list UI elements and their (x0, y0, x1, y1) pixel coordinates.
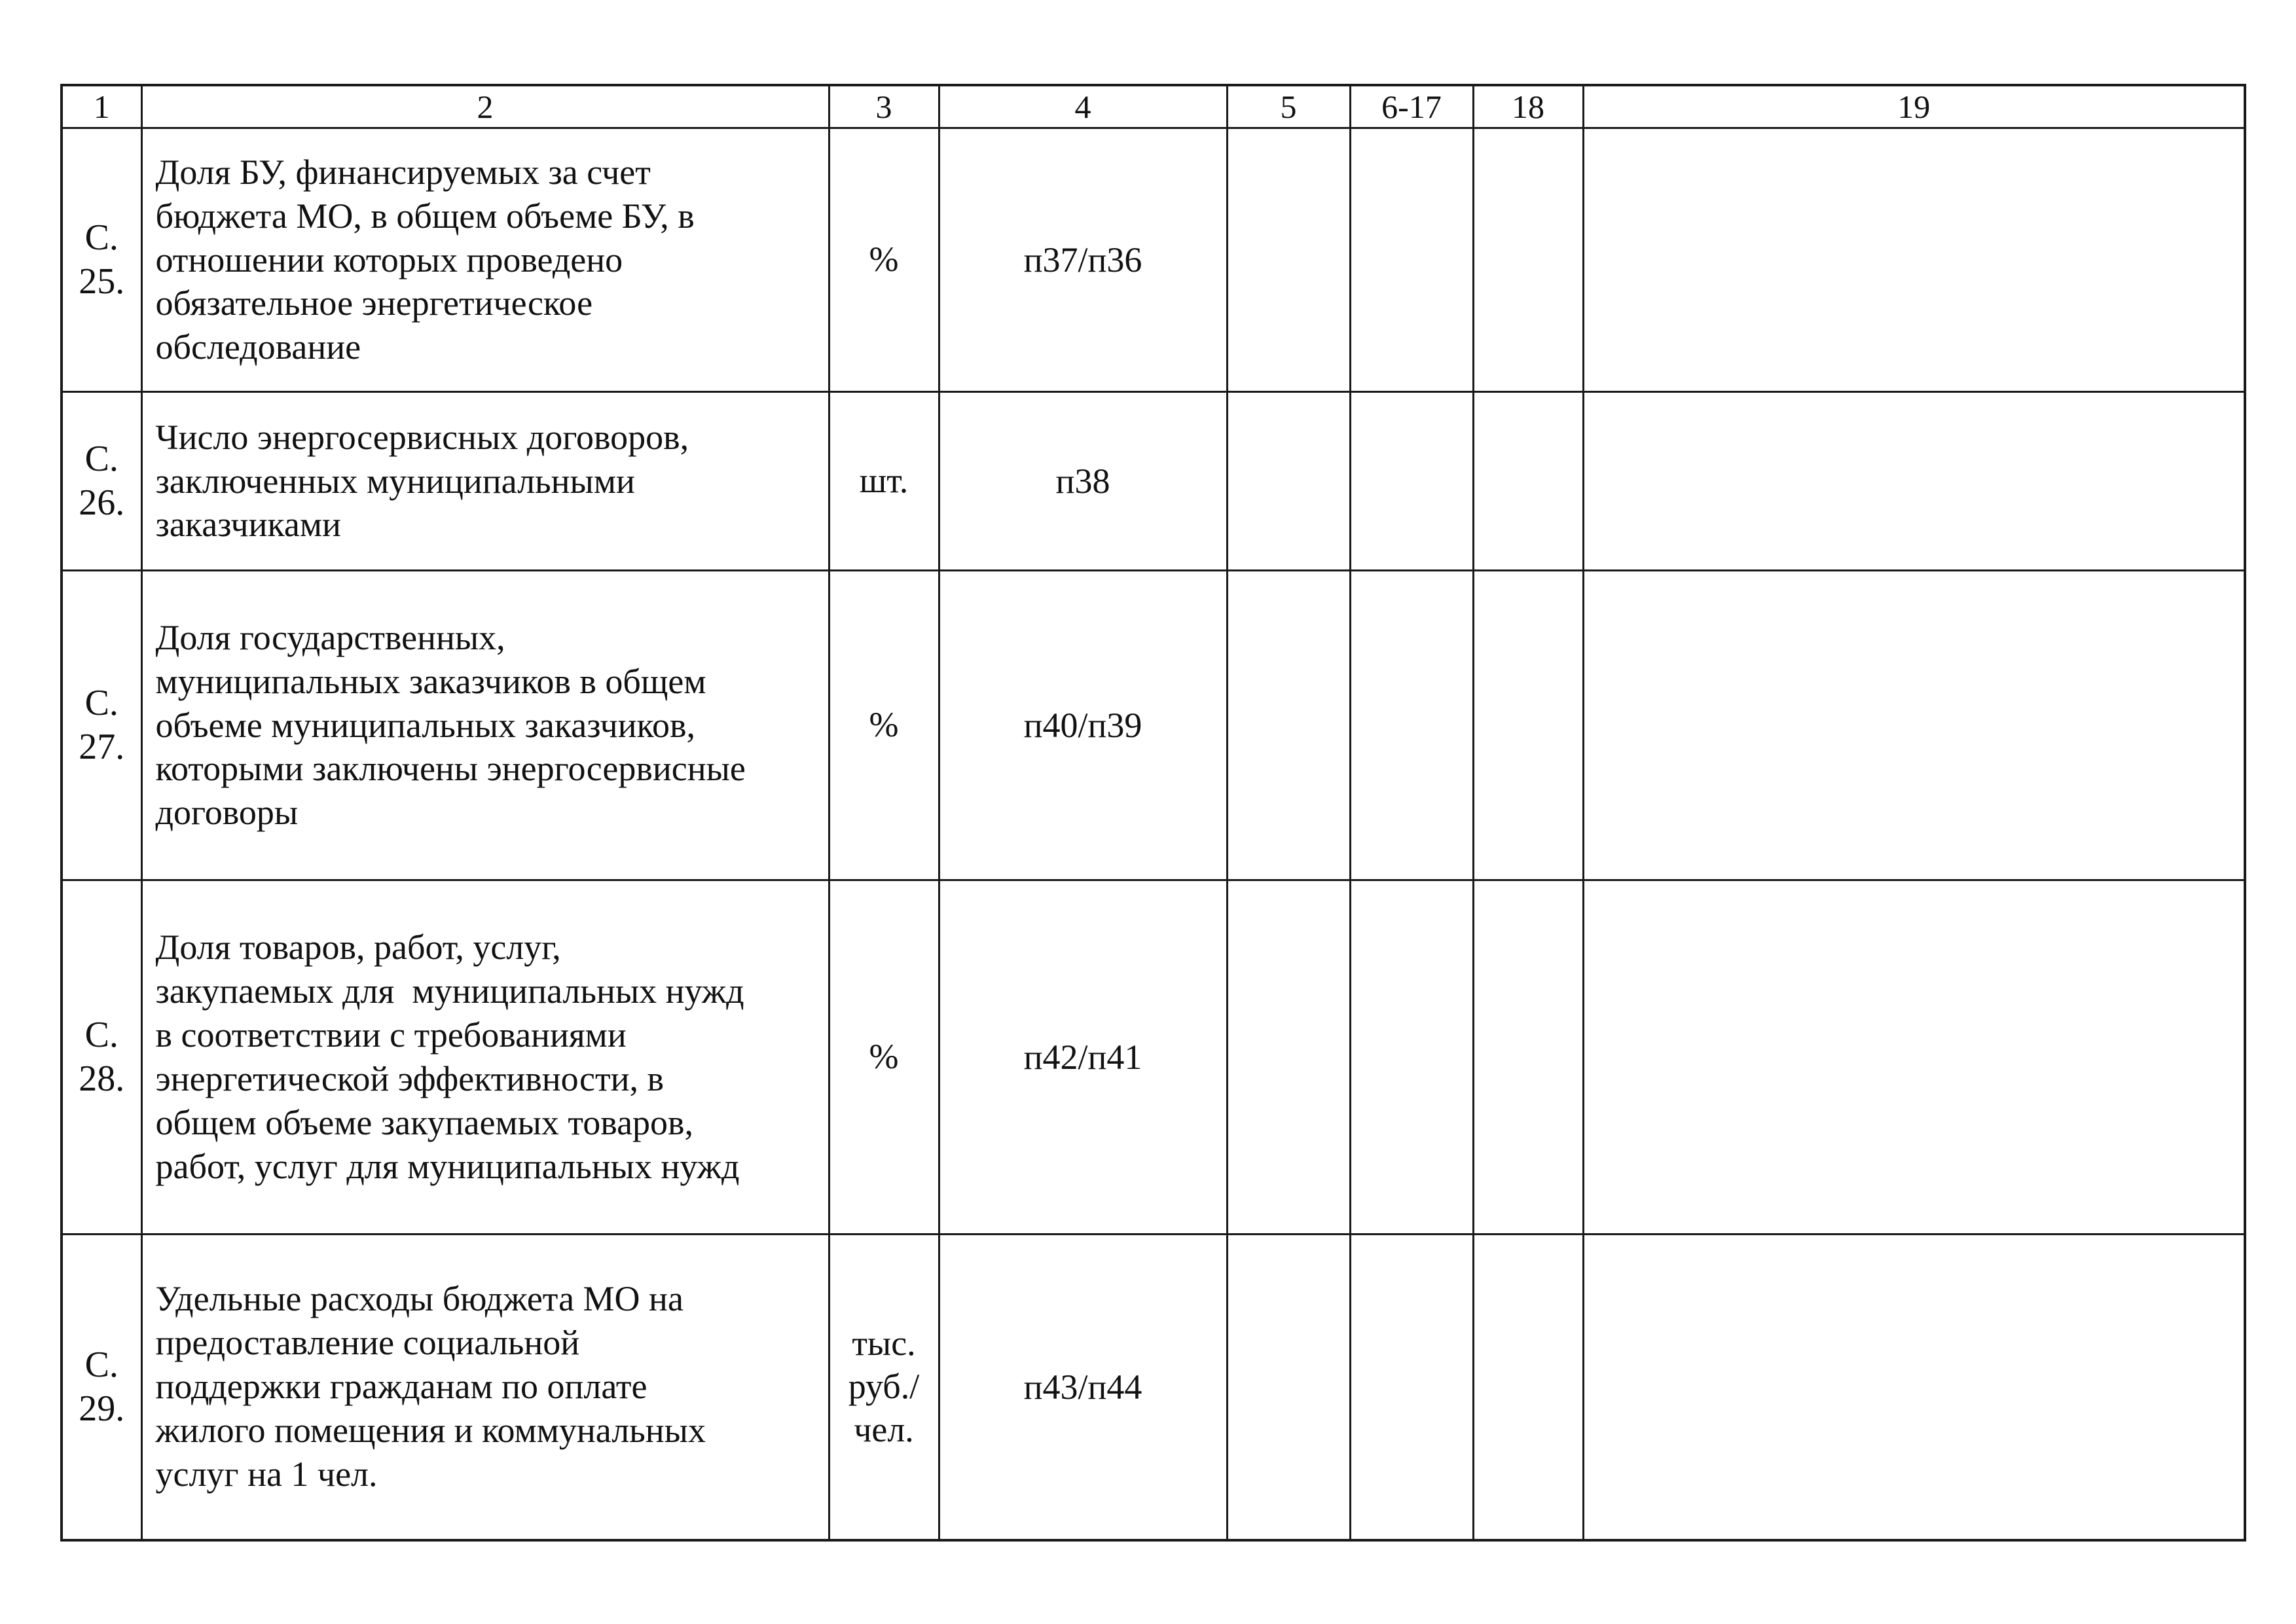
indicator-name-line: работ, услуг для муниципальных нужд (155, 1146, 740, 1186)
indicator-name-line: объеме муниципальных заказчиков, (155, 705, 696, 745)
indicator-name-cell (141, 392, 829, 571)
row-number-value: 27. (79, 727, 125, 767)
formula-cell: п38 (939, 392, 1227, 571)
table-row (62, 1235, 2245, 1540)
indicator-name-line: поддержки гражданам по оплате (155, 1367, 647, 1407)
unit-line: чел. (854, 1409, 914, 1449)
indicators-table (60, 84, 2246, 1542)
unit-cell (829, 880, 939, 1235)
row-number-value: 25. (79, 261, 125, 302)
empty-cell-col19 (1583, 571, 2245, 880)
table-row (62, 392, 2245, 571)
empty-cell-col5 (1227, 571, 1350, 880)
formula-cell: п43/п44 (939, 1235, 1227, 1540)
empty-cell-col5 (1227, 392, 1350, 571)
empty-cell-col6-17 (1350, 128, 1473, 392)
indicator-name-line: жилого помещения и коммунальных (155, 1411, 706, 1451)
unit-line: % (869, 1037, 899, 1077)
indicator-name-line: закупаемых для муниципальных нужд (155, 971, 744, 1011)
unit-line: тыс. (852, 1323, 916, 1363)
empty-cell-col18 (1473, 1235, 1583, 1540)
indicator-name-cell (141, 128, 829, 392)
indicator-name-line: Доля государственных, (155, 617, 505, 657)
indicator-name-line: в соответствии с требованиями (155, 1015, 627, 1055)
indicator-name-line: муниципальных заказчиков в общем (155, 661, 706, 701)
row-number-prefix: С. (84, 1344, 118, 1385)
row-number-cell (62, 880, 141, 1235)
row-number-cell (62, 571, 141, 880)
indicator-name-line: общем объеме закупаемых товаров, (155, 1102, 694, 1142)
unit-line: % (869, 705, 899, 745)
indicator-name-line: предоставление социальной (155, 1323, 580, 1363)
empty-cell-col18 (1473, 880, 1583, 1235)
indicator-name-line: обследование (155, 327, 361, 367)
row-number-prefix: С. (84, 682, 118, 723)
indicator-name-line: энергетической эффективности, в (155, 1059, 664, 1098)
column-header: 2 (141, 85, 829, 128)
row-number-prefix: С. (84, 1014, 118, 1055)
indicator-name-cell (141, 1235, 829, 1540)
table-row (62, 571, 2245, 880)
row-number-prefix: С. (84, 438, 118, 479)
row-number-value: 26. (79, 482, 125, 523)
indicator-name-line: Доля товаров, работ, услуг, (155, 928, 561, 967)
unit-cell (829, 392, 939, 571)
empty-cell-col18 (1473, 392, 1583, 571)
unit-line: руб./ (848, 1366, 920, 1406)
empty-cell-col5 (1227, 128, 1350, 392)
unit-line: % (869, 240, 899, 280)
row-number-cell (62, 128, 141, 392)
indicator-name-line: заключенных муниципальными (155, 461, 635, 501)
column-header: 6-17 (1350, 85, 1473, 128)
empty-cell-col6-17 (1350, 1235, 1473, 1540)
column-header: 4 (939, 85, 1227, 128)
row-number-value: 29. (79, 1388, 125, 1429)
empty-cell-col18 (1473, 571, 1583, 880)
table-row (62, 128, 2245, 392)
empty-cell-col6-17 (1350, 571, 1473, 880)
column-header: 19 (1583, 85, 2245, 128)
formula-cell: п40/п39 (939, 571, 1227, 880)
empty-cell-col19 (1583, 880, 2245, 1235)
indicator-name-line: услуг на 1 чел. (155, 1454, 378, 1494)
header-row (62, 85, 2245, 128)
row-number-cell (62, 392, 141, 571)
empty-cell-col19 (1583, 128, 2245, 392)
indicator-name-line: которыми заключены энергосервисные (155, 749, 746, 789)
empty-cell-col5 (1227, 880, 1350, 1235)
indicator-name-line: обязательное энергетическое (155, 283, 593, 323)
indicator-name-line: Доля БУ, финансируемых за счет (155, 152, 651, 192)
formula-cell: п42/п41 (939, 880, 1227, 1235)
column-header: 18 (1473, 85, 1583, 128)
empty-cell-col19 (1583, 1235, 2245, 1540)
row-number-value: 28. (79, 1058, 125, 1099)
indicator-name-line: заказчиками (155, 505, 341, 545)
table-row (62, 880, 2245, 1235)
row-number-cell (62, 1235, 141, 1540)
unit-line: шт. (859, 461, 909, 501)
indicator-name-line: договоры (155, 793, 299, 833)
unit-cell (829, 1235, 939, 1540)
empty-cell-col6-17 (1350, 392, 1473, 571)
column-header: 1 (62, 85, 141, 128)
column-header: 5 (1227, 85, 1350, 128)
row-number-prefix: С. (84, 217, 118, 258)
empty-cell-col5 (1227, 1235, 1350, 1540)
column-header: 3 (829, 85, 939, 128)
formula-cell: п37/п36 (939, 128, 1227, 392)
indicator-name-line: бюджета МО, в общем объеме БУ, в (155, 196, 695, 236)
empty-cell-col18 (1473, 128, 1583, 392)
empty-cell-col19 (1583, 392, 2245, 571)
indicator-name-line: Число энергосервисных договоров, (155, 417, 689, 457)
indicator-name-line: Удельные расходы бюджета МО на (155, 1279, 683, 1319)
unit-cell (829, 571, 939, 880)
indicator-name-cell (141, 571, 829, 880)
empty-cell-col6-17 (1350, 880, 1473, 1235)
unit-cell (829, 128, 939, 392)
indicator-name-line: отношении которых проведено (155, 240, 623, 280)
indicator-name-cell (141, 880, 829, 1235)
